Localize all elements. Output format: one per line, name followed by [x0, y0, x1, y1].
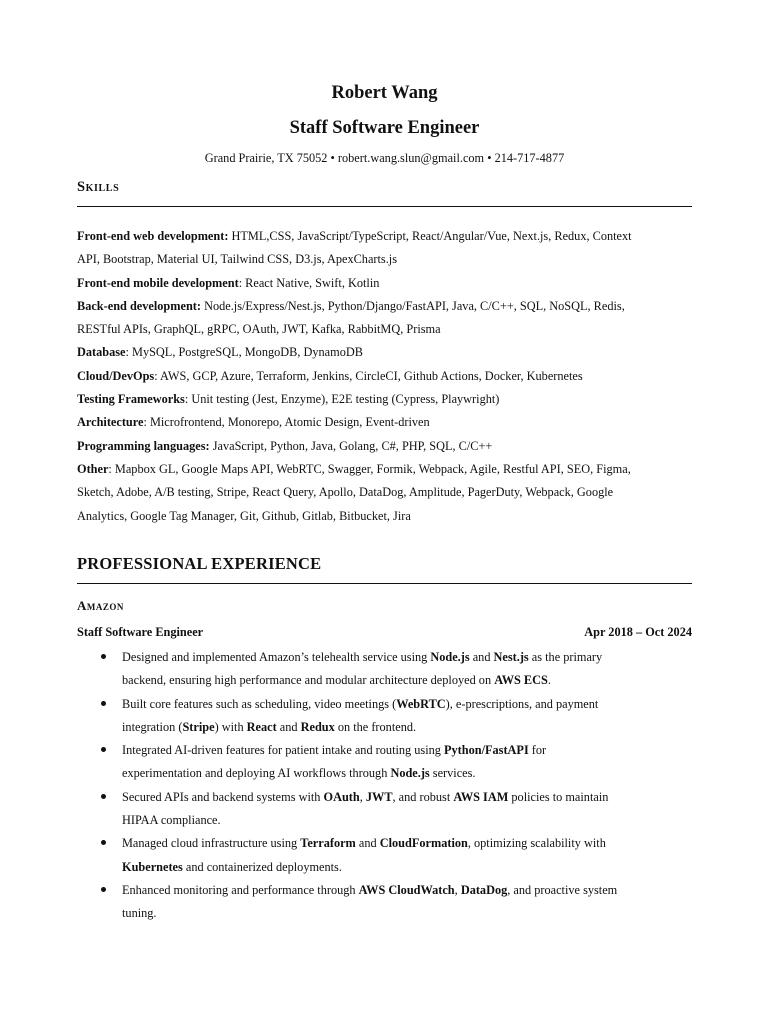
bullet-line [122, 693, 692, 716]
experience-bullets [77, 646, 692, 926]
candidate-name: Robert Wang [331, 83, 438, 103]
role-title: Staff Software Engineer [77, 625, 204, 639]
skill-line [77, 272, 692, 295]
candidate-title: Staff Software Engineer [289, 118, 480, 138]
text-run: : React Native, Swift, Kotlin [238, 275, 380, 290]
bold-text: Kubernetes [122, 859, 183, 874]
experience-divider [77, 583, 692, 584]
text-run: Secured APIs and backend systems with [122, 789, 324, 804]
text-run: as the primary [528, 650, 603, 664]
bold-text: Terraform [300, 836, 356, 851]
bold-text: React [246, 719, 277, 734]
text-run: : Microfrontend, Monorepo, Atomic Design, Event-driven [143, 415, 430, 430]
experience-bullet [77, 832, 692, 879]
text-run: Integrated AI-driven features for patient intake and routing using [122, 743, 445, 758]
bold-text: Stripe [182, 719, 215, 734]
text-run: and [355, 836, 380, 851]
bullet-line [122, 716, 692, 739]
bullet-line [122, 856, 692, 879]
bullet-line [122, 739, 692, 762]
text-run: and [276, 719, 301, 734]
bold-text: AWS CloudWatch [358, 882, 455, 897]
text-run: Node.js/Express/Nest.js, Python/Django/FastAPI, Java, C/C++, SQL, NoSQL, Redis, [201, 298, 625, 313]
bold-text: Other [77, 461, 109, 476]
text-run: , [454, 882, 461, 897]
bold-text: Node.js [390, 766, 430, 781]
text-run: backend, ensuring high performance and modular architecture deployed on [122, 673, 495, 688]
bullet-line [122, 832, 692, 855]
text-run: Enhanced monitoring and performance through [122, 882, 359, 897]
skills-divider [77, 206, 692, 207]
bold-text: Front-end mobile development [77, 275, 239, 290]
skills-list [77, 225, 692, 528]
text-run: : Unit testing (Jest, Enzyme), E2E testing (Cypress, Playwright) [184, 392, 500, 407]
bullet-line [122, 669, 692, 692]
bullet-line [122, 762, 692, 785]
text-run: Built core features such as scheduling, video meetings ( [122, 696, 397, 711]
skill-line [77, 341, 692, 364]
company-name: Amazon [77, 598, 124, 613]
bullet-dot-icon [101, 887, 106, 892]
text-run: and [469, 650, 494, 664]
text-run: JavaScript, Python, Java, Golang, C#, PHP, SQL, C/C++ [209, 438, 493, 453]
bold-text: AWS ECS [494, 673, 548, 688]
bold-text: Testing Frameworks [77, 392, 185, 407]
bullet-line [122, 646, 692, 669]
text-run: : MySQL, PostgreSQL, MongoDB, DynamoDB [125, 345, 363, 360]
skill-line [77, 365, 692, 388]
text-run: Designed and implemented Amazon’s telehealth service using [122, 650, 431, 664]
bold-text: Architecture [77, 415, 144, 430]
skill-line [77, 458, 692, 481]
bullet-dot-icon [101, 701, 106, 706]
bold-text: Python/FastAPI [444, 743, 529, 758]
text-run: on the frontend. [334, 719, 417, 734]
text-run: : Mapbox GL, Google Maps API, WebRTC, Swagger, Formik, Webpack, Agile, Restful API, SEO, Figma, [108, 461, 631, 476]
text-run: integration ( [122, 719, 183, 734]
text-run: RESTful APIs, GraphQL, gRPC, OAuth, JWT, Kafka, RabbitMQ, Prisma [77, 322, 441, 337]
text-run: . [547, 673, 551, 688]
bold-text: WebRTC [396, 696, 446, 711]
role-row [77, 623, 692, 641]
bullet-line [122, 879, 692, 902]
text-run: , and robust [392, 789, 454, 804]
bold-text: Redux [300, 719, 335, 734]
text-run: services. [429, 766, 476, 781]
bold-text: Front-end web development: [77, 229, 229, 243]
skill-line [77, 248, 692, 271]
skill-line [77, 411, 692, 434]
text-run: Analytics, Google Tag Manager, Git, Github, Gitlab, Bitbucket, Jira [77, 508, 411, 523]
bold-text: Node.js [430, 650, 470, 664]
experience-bullet [77, 693, 692, 740]
text-run: Managed cloud infrastructure using [122, 836, 301, 851]
text-run: , and proactive system [507, 882, 618, 897]
bullet-dot-icon [101, 747, 106, 752]
text-run: ), e-prescriptions, and payment [445, 696, 599, 711]
bold-text: Programming languages: [77, 438, 210, 453]
role-dates: Apr 2018 – Oct 2024 [584, 625, 692, 639]
skill-line [77, 505, 692, 528]
bullet-line [122, 902, 692, 925]
bold-text: Cloud/DevOps [77, 368, 155, 383]
text-run: API, Bootstrap, Material UI, Tailwind CSS, D3.js, ApexCharts.js [77, 252, 397, 267]
bold-text: CloudFormation [379, 836, 468, 851]
bullet-dot-icon [101, 840, 106, 845]
text-run: ) with [214, 719, 247, 734]
bold-text: JWT [365, 789, 393, 804]
text-run: tuning. [122, 906, 157, 921]
bold-text: Nest.js [493, 650, 529, 664]
experience-heading: PROFESSIONAL EXPERIENCE [77, 554, 322, 573]
text-run: for [528, 743, 547, 758]
skill-line [77, 481, 692, 504]
bold-text: AWS IAM [453, 789, 509, 804]
bullet-dot-icon [101, 654, 106, 659]
text-run: Sketch, Adobe, A/B testing, Stripe, React Query, Apollo, DataDog, Amplitude, PagerDuty, Webpack, Google [77, 485, 614, 500]
bullet-line [122, 809, 692, 832]
skill-line [77, 295, 692, 318]
text-run: , [359, 789, 366, 804]
skill-line [77, 225, 692, 248]
text-run: HTML,CSS, JavaScript/TypeScript, React/Angular/Vue, Next.js, Redux, Context [228, 229, 632, 243]
skill-line [77, 318, 692, 341]
bold-text: Back-end development: [77, 298, 201, 313]
text-run: HIPAA compliance. [122, 813, 221, 828]
skills-heading: Skills [77, 179, 120, 195]
bold-text: DataDog [460, 882, 508, 897]
experience-bullet [77, 646, 692, 693]
text-run: : AWS, GCP, Azure, Terraform, Jenkins, CircleCI, Github Actions, Docker, Kubernetes [154, 368, 583, 383]
skill-line [77, 388, 692, 411]
bullet-dot-icon [101, 794, 106, 799]
text-run: and containerized deployments. [182, 859, 342, 874]
experience-bullet [77, 786, 692, 833]
text-run: policies to maintain [508, 789, 609, 804]
experience-bullet [77, 879, 692, 926]
bold-text: Database [77, 345, 126, 360]
text-run: experimentation and deploying AI workflows through [122, 766, 391, 781]
text-run: , optimizing scalability with [467, 836, 606, 851]
bold-text: OAuth [323, 789, 360, 804]
experience-bullet [77, 739, 692, 786]
skill-line [77, 435, 692, 458]
contact-line: Grand Prairie, TX 75052 • robert.wang.slun@gmail.com • 214-717-4877 [204, 151, 565, 165]
bullet-line [122, 786, 692, 809]
